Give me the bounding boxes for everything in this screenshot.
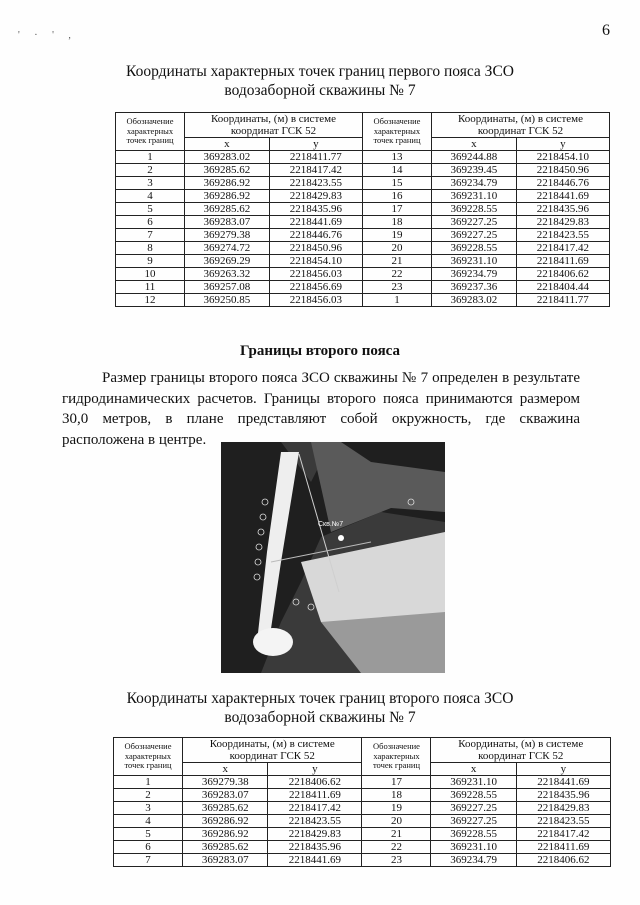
table-cell: 369279.38 [185, 229, 270, 242]
table-cell: 19 [362, 802, 431, 815]
table-cell: 369231.10 [431, 776, 516, 789]
table-cell: 1 [116, 151, 185, 164]
table-row [114, 802, 611, 815]
table-cell: 18 [362, 216, 431, 229]
table-cell: 2218441.69 [269, 216, 362, 229]
table-row [116, 268, 610, 281]
table-cell: 17 [362, 776, 431, 789]
table1-header-label-right: Обозначение характерных точек границ [362, 113, 431, 151]
table-cell: 2218411.77 [269, 151, 362, 164]
table-cell: 2218441.69 [516, 190, 609, 203]
table-cell: 2218456.69 [269, 281, 362, 294]
table-cell: 369285.62 [183, 841, 268, 854]
table1-header-x-right: x [431, 138, 516, 151]
section-paragraph-text: Размер границы второго пояса ЗСО скважины № 7 определен в результате гидродинамических расчетов. Границы второго пояса принимаются размером 30,0 метров, в плане представляют собой окружность, где скважина расположена в центре. [62, 370, 580, 448]
table-cell: 2 [116, 164, 185, 177]
table-cell: 2218429.83 [268, 828, 362, 841]
table-row [114, 815, 611, 828]
table-cell: 369286.92 [185, 177, 270, 190]
table-cell: 369283.07 [183, 789, 268, 802]
table-cell: 14 [362, 164, 431, 177]
table2-coordinates [113, 737, 611, 867]
table-cell: 2218411.69 [516, 841, 610, 854]
table-cell: 369283.07 [185, 216, 270, 229]
table-cell: 2218423.55 [269, 177, 362, 190]
table-row [116, 242, 610, 255]
table-cell: 2218435.96 [269, 203, 362, 216]
table-cell: 369234.79 [431, 177, 516, 190]
table-cell: 369234.79 [431, 854, 516, 867]
table-cell: 23 [362, 854, 431, 867]
table-cell: 5 [116, 203, 185, 216]
table-row [116, 281, 610, 294]
table-cell: 369263.32 [185, 268, 270, 281]
scan-specks: ' · ' , [18, 30, 77, 41]
table2-header-y-right: y [516, 763, 610, 776]
table-cell: 2218435.96 [268, 841, 362, 854]
table-cell: 369228.55 [431, 789, 516, 802]
table-cell: 2218429.83 [516, 216, 609, 229]
table-cell: 1 [362, 294, 431, 307]
table-cell: 23 [362, 281, 431, 294]
table-cell: 2218429.83 [269, 190, 362, 203]
table-cell: 2218423.55 [268, 815, 362, 828]
table-cell: 2218417.42 [516, 828, 610, 841]
table-cell: 2218417.42 [268, 802, 362, 815]
table1-title-line1: Координаты характерных точек границ первого пояса ЗСО [126, 63, 514, 80]
table-cell: 2218454.10 [516, 151, 609, 164]
table-cell: 2218446.76 [516, 177, 609, 190]
table-cell: 7 [114, 854, 183, 867]
table-cell: 369228.55 [431, 242, 516, 255]
table-row [114, 776, 611, 789]
table-cell: 369237.36 [431, 281, 516, 294]
table-cell: 2218411.77 [516, 294, 609, 307]
section-paragraph [62, 368, 580, 450]
table-row [116, 216, 610, 229]
table-cell: 19 [362, 229, 431, 242]
table1-header-label-left: Обозначение характерных точек границ [116, 113, 185, 151]
table2-header-x-right: x [431, 763, 516, 776]
table2-header-coords-right: Координаты, (м) в системе координат ГСК 52 [431, 738, 611, 763]
table-cell: 21 [362, 255, 431, 268]
table-cell: 17 [362, 203, 431, 216]
table-cell: 22 [362, 841, 431, 854]
table1-header-x-left: x [185, 138, 270, 151]
table1-header-y-left: y [269, 138, 362, 151]
table-cell: 22 [362, 268, 431, 281]
table-cell: 369231.10 [431, 255, 516, 268]
table-cell: 20 [362, 815, 431, 828]
table-cell: 369228.55 [431, 203, 516, 216]
well-marker-icon [338, 535, 344, 541]
table-cell: 2218411.69 [516, 255, 609, 268]
table-cell: 2218450.96 [516, 164, 609, 177]
table-cell: 2218450.96 [269, 242, 362, 255]
table-cell: 2218429.83 [516, 802, 610, 815]
table-row [116, 294, 610, 307]
table-cell: 369227.25 [431, 229, 516, 242]
table-cell: 369227.25 [431, 815, 516, 828]
table-cell: 18 [362, 789, 431, 802]
table-cell: 369286.92 [183, 815, 268, 828]
table-cell: 4 [116, 190, 185, 203]
table-cell: 369285.62 [185, 203, 270, 216]
table-cell: 2218423.55 [516, 815, 610, 828]
table-cell: 369269.29 [185, 255, 270, 268]
table-cell: 5 [114, 828, 183, 841]
table-cell: 369285.62 [185, 164, 270, 177]
table1-header-coords-right: Координаты, (м) в системе координат ГСК 52 [431, 113, 609, 138]
table-cell: 4 [114, 815, 183, 828]
table1-coordinates [115, 112, 610, 307]
section-heading: Границы второго пояса [239, 343, 401, 359]
table-cell: 2218417.42 [269, 164, 362, 177]
table1-body [116, 151, 610, 307]
table-row [116, 164, 610, 177]
table-cell: 369231.10 [431, 841, 516, 854]
table-row [114, 854, 611, 867]
table1-header-y-right: y [516, 138, 609, 151]
table2-header-y-left: y [268, 763, 362, 776]
table-cell: 2218441.69 [516, 776, 610, 789]
table-cell: 2218435.96 [516, 789, 610, 802]
table-cell: 369274.72 [185, 242, 270, 255]
table-cell: 2218456.03 [269, 294, 362, 307]
table-row [116, 177, 610, 190]
table-cell: 9 [116, 255, 185, 268]
table-cell: 2218406.62 [268, 776, 362, 789]
table-cell: 369239.45 [431, 164, 516, 177]
well-label: Скв.№7 [318, 521, 344, 528]
table-cell: 3 [114, 802, 183, 815]
table-row [116, 255, 610, 268]
table2-title-line1: Координаты характерных точек границ второго пояса ЗСО [126, 690, 514, 707]
table-cell: 16 [362, 190, 431, 203]
table-cell: 369257.08 [185, 281, 270, 294]
table-cell: 369283.02 [185, 151, 270, 164]
page-number: 6 [602, 22, 610, 39]
table2-header-x-left: x [183, 763, 268, 776]
table-cell: 15 [362, 177, 431, 190]
table-cell: 2218404.44 [516, 281, 609, 294]
table-cell: 369250.85 [185, 294, 270, 307]
table-cell: 2218456.03 [269, 268, 362, 281]
table-cell: 2218411.69 [268, 789, 362, 802]
table1-title [60, 62, 580, 100]
table-cell: 369283.02 [431, 294, 516, 307]
table-row [114, 789, 611, 802]
table-cell: 1 [114, 776, 183, 789]
site-plan-image [221, 442, 445, 673]
table-cell: 369285.62 [183, 802, 268, 815]
table-cell: 8 [116, 242, 185, 255]
table-cell: 11 [116, 281, 185, 294]
table-cell: 2218441.69 [268, 854, 362, 867]
table-row [114, 841, 611, 854]
table-cell: 12 [116, 294, 185, 307]
table-cell: 6 [114, 841, 183, 854]
table-cell: 369283.07 [183, 854, 268, 867]
table-cell: 2218406.62 [516, 854, 610, 867]
table-cell: 369227.25 [431, 216, 516, 229]
table-row [116, 151, 610, 164]
table-cell: 2218406.62 [516, 268, 609, 281]
table2-title [60, 689, 580, 727]
table-cell: 13 [362, 151, 431, 164]
table-row [116, 229, 610, 242]
table-cell: 6 [116, 216, 185, 229]
table-cell: 369228.55 [431, 828, 516, 841]
table-row [116, 190, 610, 203]
table-cell: 2218454.10 [269, 255, 362, 268]
table2-header-label-left: Обозначение характерных точек границ [114, 738, 183, 776]
table2-header-coords-left: Координаты, (м) в системе координат ГСК 52 [183, 738, 362, 763]
table-cell: 369231.10 [431, 190, 516, 203]
table-cell: 10 [116, 268, 185, 281]
table-cell: 20 [362, 242, 431, 255]
table-cell: 2218446.76 [269, 229, 362, 242]
table-cell: 3 [116, 177, 185, 190]
table-cell: 369279.38 [183, 776, 268, 789]
table-cell: 369227.25 [431, 802, 516, 815]
table-cell: 2218423.55 [516, 229, 609, 242]
table-cell: 369234.79 [431, 268, 516, 281]
site-plan-drawing [221, 442, 445, 673]
table2-title-line2: водозаборной скважины № 7 [224, 709, 416, 726]
table-cell: 21 [362, 828, 431, 841]
table2-body [114, 776, 611, 867]
table-cell: 369286.92 [183, 828, 268, 841]
table-cell: 369286.92 [185, 190, 270, 203]
table1-title-line2: водозаборной скважины № 7 [224, 82, 416, 99]
table-cell: 2 [114, 789, 183, 802]
table-cell: 2218435.96 [516, 203, 609, 216]
table-row [116, 203, 610, 216]
table-row [114, 828, 611, 841]
table-cell: 2218417.42 [516, 242, 609, 255]
table-cell: 7 [116, 229, 185, 242]
table1-header-coords-left: Координаты, (м) в системе координат ГСК 52 [185, 113, 363, 138]
table-cell: 369244.88 [431, 151, 516, 164]
table2-header-label-right: Обозначение характерных точек границ [362, 738, 431, 776]
